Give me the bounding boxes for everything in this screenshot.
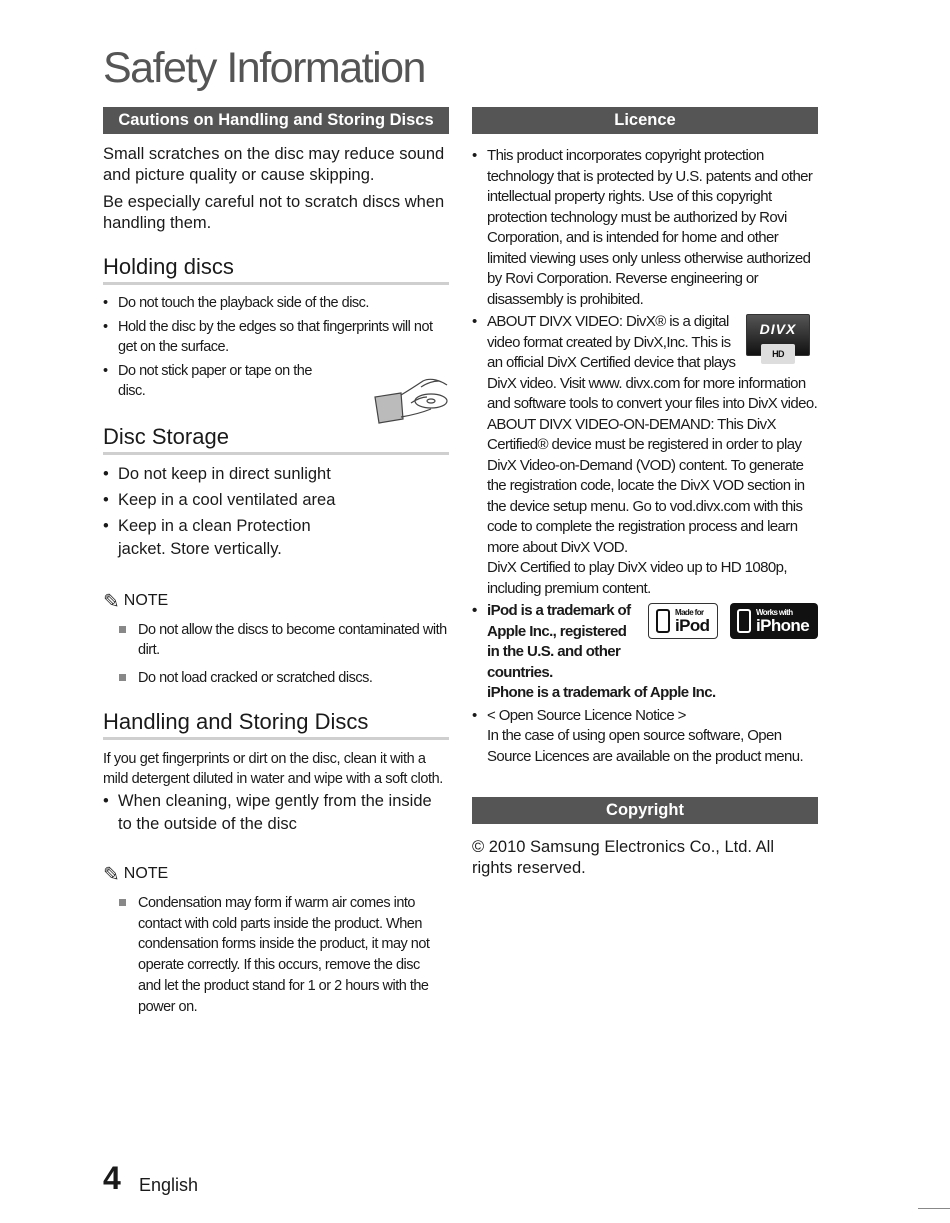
licence-list: [472, 146, 818, 767]
note-list: [103, 620, 449, 689]
pencil-icon: ✎: [103, 863, 120, 886]
note-list: [103, 893, 449, 1018]
divx-vod-paragraph: ABOUT DIVX VIDEO-ON-DEMAND: This DivX Certified® device must be registered in order to play DivX Video-on-Demand (VOD) content. To generate the registration code, locate the DivX VOD section in the device setup menu. Go to vod.divx.com with this code to complete the registration process and learn more about DivX VOD.: [487, 415, 805, 556]
divx-paragraph: ABOUT DIVX VIDEO: DivX® is a digital video format created by DivX,Inc. This is an official DivX Certified device that plays DivX video. Visit www. divx.com for more information and software tools to convert your files into DivX video.: [487, 313, 818, 412]
pencil-icon: ✎: [103, 590, 120, 613]
hand-holding-disc-icon: [271, 277, 451, 427]
divx-logo-text: • DIVX: [759, 321, 797, 337]
licence-item-divx: [472, 312, 818, 599]
divx-hd-logo: [746, 314, 810, 359]
section-bar-cautions: Cautions on Handling and Storing Discs: [103, 107, 449, 134]
iphone-icon: [737, 609, 751, 633]
note-heading: [103, 589, 449, 614]
note-item: Condensation may form if warm air comes into contact with cold parts inside the product. When condensation forms inside the product, it may not operate correctly. If this occurs, remove the disc and let the product stand for 1 or 2 hours with the power on.: [117, 893, 432, 1018]
heading-disc-storage: Disc Storage: [103, 424, 449, 455]
divx-logo-sub: HD: [761, 344, 795, 365]
section-bar-copyright: Copyright: [472, 797, 818, 824]
ipod-badge-small: • Made for: [675, 607, 704, 617]
ipod-icon: [656, 609, 670, 633]
licence-item-apple: [472, 601, 818, 704]
note-label: NOTE: [123, 592, 169, 609]
heading-holding-discs: Holding discs: [103, 254, 449, 285]
note-label: NOTE: [123, 865, 169, 883]
oss-text: In the case of using open source software, Open Source Licences are available on the product menu.: [487, 727, 804, 765]
iphone-badge-small: Works with: [756, 607, 793, 617]
list-item: • Do not stick paper or tape on the disc.: [103, 361, 318, 402]
note-item: Do not allow the discs to become contaminated with dirt.: [117, 620, 449, 662]
list-item: • Keep in a clean Protection jacket. Store vertically.: [103, 515, 343, 561]
handling-paragraph: If you get fingerprints or dirt on the disc, clean it with a mild detergent diluted in water and wipe with a soft cloth.: [103, 750, 443, 788]
list-item: • When cleaning, wipe gently from the inside to the outside of the disc: [103, 790, 449, 836]
note-heading: [103, 862, 449, 887]
list-item: • Do not touch the playback side of the disc.: [103, 293, 449, 314]
intro-paragraph: Be especially careful not to scratch discs when handling them.: [103, 193, 445, 232]
handling-list: [103, 790, 449, 836]
made-for-ipod-badge: [648, 603, 718, 639]
footer-language: English: [139, 1175, 199, 1195]
works-with-iphone-badge: [730, 603, 818, 639]
right-column: [472, 107, 818, 879]
left-column: [103, 107, 449, 1025]
cautions-intro: [103, 144, 449, 234]
list-item: • Hold the disc by the edges so that fingerprints will not get on the surface.: [103, 317, 449, 358]
page-number: 4: [103, 1160, 121, 1196]
note-item: Do not load cracked or scratched discs.: [117, 668, 449, 689]
intro-paragraph: Small scratches on the disc may reduce sound and picture quality or cause skipping.: [103, 145, 445, 184]
list-item: • Keep in a cool ventilated area: [103, 489, 449, 512]
iphone-badge-big: iPhone: [756, 615, 810, 635]
copyright-text: © 2010 Samsung Electronics Co., Ltd. All rights reserved.: [472, 838, 774, 877]
section-bar-licence: Licence: [472, 107, 818, 134]
licence-item-oss: [472, 706, 818, 768]
licence-item-rovi: • This product incorporates copyright protection technology that is protected by U.S. patents and other intellectual property rights. Use of this copyright protection technology must be authorized by Rovi Corporation, and is intended for home and other limited viewing uses only unless otherwise authorized by Rovi Corporation. Reverse engineering or disassembly is prohibited.: [472, 146, 818, 310]
divx-hd-paragraph: DivX Certified to play DivX video up to HD 1080p, including premium content.: [487, 559, 787, 597]
apple-logos: [648, 603, 818, 639]
iphone-trademark: iPhone is a trademark of Apple Inc.: [487, 684, 716, 701]
footer-rule: [918, 1208, 950, 1209]
oss-title: • < Open Source Licence Notice >: [487, 706, 686, 724]
storage-list: [103, 463, 449, 561]
ipod-badge-big: iPod: [675, 615, 710, 635]
ipod-trademark: iPod is a trademark of Apple Inc., registered in the U.S. and other countries.: [487, 602, 631, 681]
heading-handling-storing: Handling and Storing Discs: [103, 709, 449, 740]
list-item: • Do not keep in direct sunlight: [103, 463, 449, 486]
page-title: Safety Information: [103, 44, 425, 92]
